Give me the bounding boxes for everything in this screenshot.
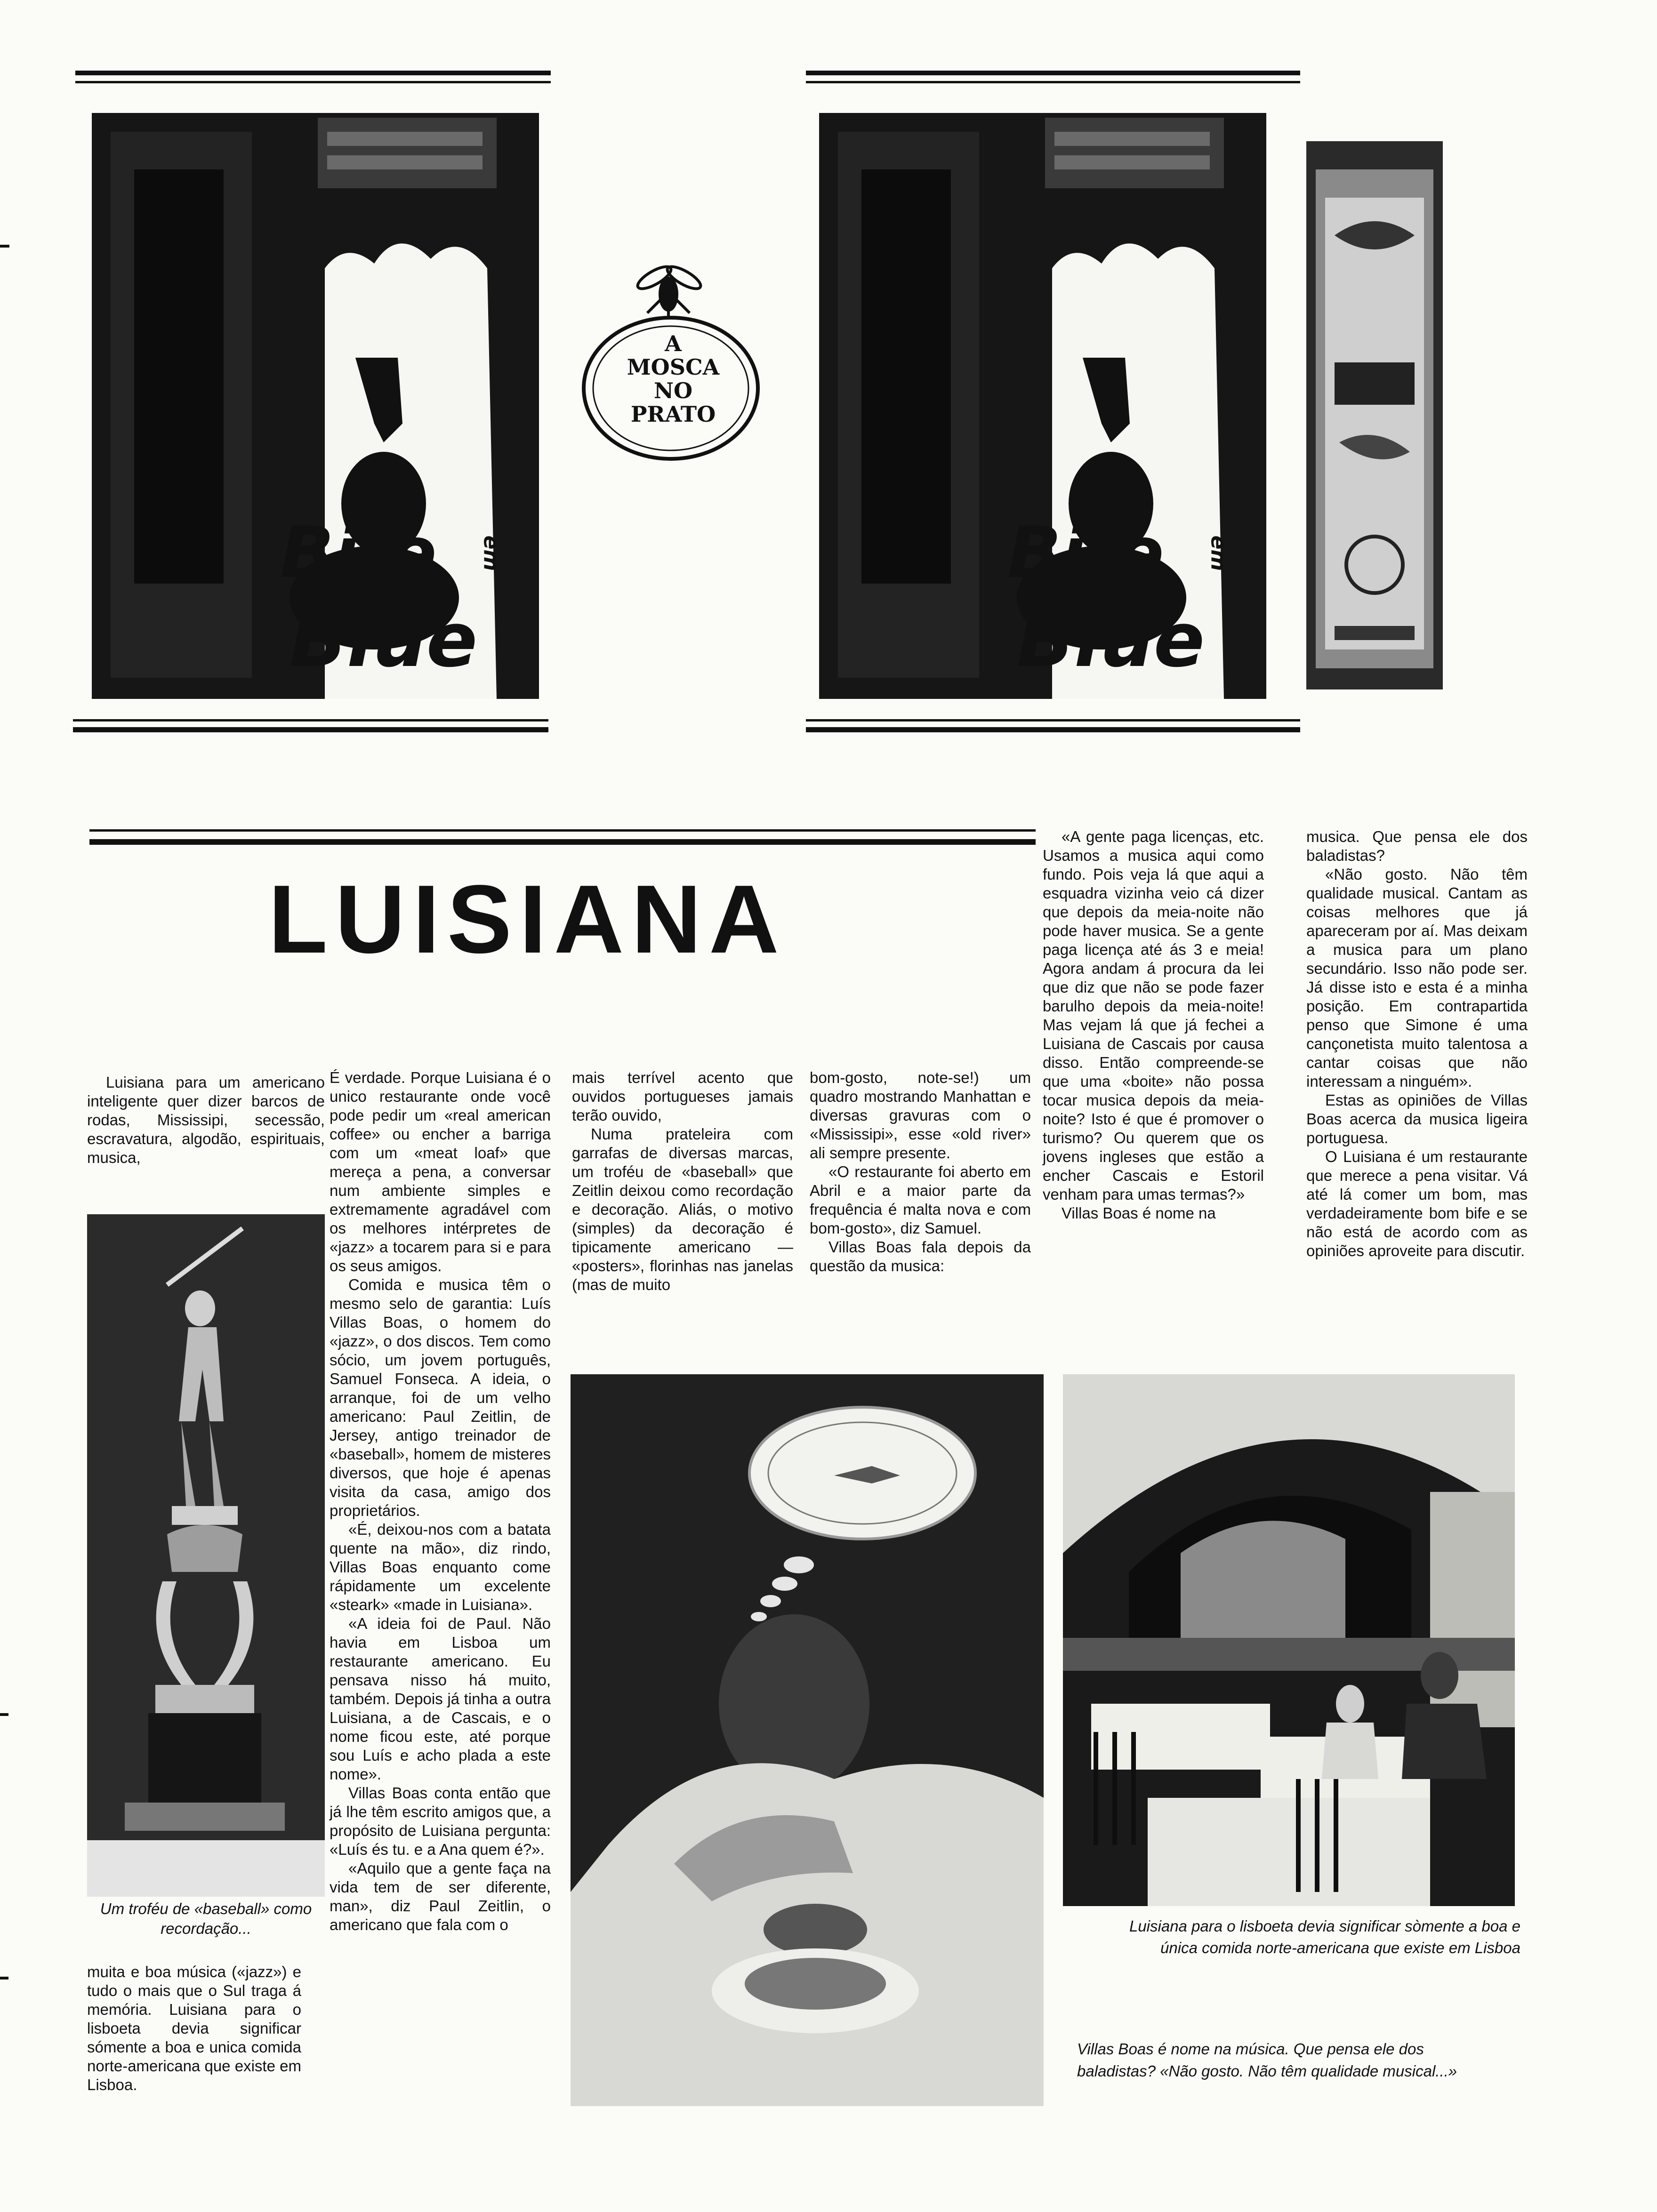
column-6-p1: musica. Que pensa ele dos baladistas? (1306, 828, 1528, 864)
logo-line-3: NO (653, 378, 693, 403)
column-4-p1: bom-gosto, note-se!) um quadro mostrando Manhattan e diversas gravuras com o «Mississipi», esse «old river» ali sempre presente. (810, 1069, 1031, 1162)
sign-em-text: em (479, 535, 503, 571)
villas-boas-caption: Villas Boas é nome na música. Que pensa ele dos baladistas? «Não gosto. Não têm qualidade musical...» (1077, 2040, 1457, 2080)
margin-mark-2 (0, 1713, 8, 1716)
column-4-p2: «O restaurante foi aberto em Abril e a maior parte da frequência é malta nova e com bom-gosto», diz Samuel. (810, 1163, 1031, 1237)
poster-photo (1306, 141, 1443, 689)
column-3-p2: Numa prateleira com garrafas de diversas marcas, um troféu de «baseball» que Zeitlin deixou como recordação e decoração. Aliás, o motivo (simples) da decoração é tipicamente americano — «posters», florinhas nas janelas (mas de muito (572, 1125, 793, 1293)
column-1-continuation-paragraph: muita e boa música («jazz») e tudo o mais que o Sul traga á memória. Luisiana para o lisboeta devia significar sómente a boa e unica comida norte-americana que existe em Lisboa. (87, 1963, 301, 2093)
column-2 (330, 1068, 551, 1934)
top-rule-left-thin (75, 81, 551, 83)
margin-mark-3 (0, 1977, 8, 1980)
column-5-p1: «A gente paga licenças, etc. Usamos a musica aqui como fundo. Pois veja lá que aqui a esquadra vizinha veio cá dizer que depois da meia-noite não pode haver musica. Se a gente paga licença até ás 3 e meia! Agora andam á procura da lei que diz que não se pode fazer barulho depois da meia-noite! Mas vejam lá que já fechei a Luisiana de Cascais por causa disso. Então compreende-se que uma «boite» não possa tocar musica depois da meia-noite? Isto é que é promover o turismo? Ou querem que os jovens ingleses que estão a encher Cascais e Estoril venham para umas termas?» (1043, 828, 1264, 1203)
column-3 (572, 1068, 793, 1294)
column-5-p2: Villas Boas é nome na (1062, 1204, 1216, 1222)
column-2-p2: Comida e musica têm o mesmo selo de garantia: Luís Villas Boas, o homem do «jazz», o dos discos. Tem como sócio, um jovem português, Samuel Fonseca. A ideia, o arranque, foi de um velho americano: Paul Zeitlin, de Jersey, antigo treinador de «baseball», homem de misteres diversos, que hoje é apenas visita da casa, amigo dos proprietários. (330, 1276, 551, 1519)
margin-mark-1 (0, 245, 9, 248)
sign-bife-text: Bife (280, 512, 437, 594)
column-2-p1: É verdade. Porque Luisiana é o unico restaurante onde você pode pedir um «real american coffee» ou encher a barriga com um «meat loaf» que mereça a pena, a conversar num ambiente simples e extremamente agradável com os melhores intérpretes de «jazz» a tocarem para si e para os seus amigos. (330, 1069, 551, 1274)
sign-photo-left (92, 113, 539, 699)
logo-line-4: PRATO (630, 401, 716, 427)
villas-boas-photo (571, 1374, 1044, 2106)
logo-line-1: A (665, 331, 682, 356)
column-2-p5: Villas Boas conta então que já lhe têm escrito amigos que, a propósito de Luisiana pergunta: «Luís és tu. e a Ana quem é?». (330, 1784, 551, 1858)
column-4 (810, 1068, 1031, 1275)
photo-rule-left (73, 719, 548, 721)
top-rule-right (806, 71, 1300, 75)
villas-boas-photo-art (571, 1374, 1044, 2106)
sign-photo-right (819, 113, 1266, 699)
sign-bife-text: Bife (1007, 512, 1164, 594)
photo-rule-right (806, 719, 1300, 721)
trophy-caption: Um troféu de «baseball» como recordação... (100, 1900, 312, 1937)
top-rule-left (75, 71, 551, 75)
photo-rule-left-thick (73, 727, 548, 732)
sign-blue-text: Blue (1017, 596, 1205, 684)
trophy-photo (87, 1214, 325, 1897)
column-2-p3: «É, deixou-nos com a batata quente na mão», diz rindo, Villas Boas enquanto come rápidamente um excelente «steark» «made in Luisiana». (330, 1521, 551, 1613)
dining-room-caption: Luisiana para o lisboeta devia significar sòmente a boa e única comida norte-americana que existe em Lisboa (1129, 1917, 1520, 1956)
headline-rule-thin (89, 829, 1036, 832)
trophy-photo-art (87, 1214, 325, 1897)
dining-room-photo (1063, 1374, 1515, 1906)
column-6 (1306, 827, 1528, 1260)
mosca-logo (572, 238, 770, 464)
sign-blue-text: Blue (290, 596, 478, 684)
column-1-intro (87, 1073, 325, 1167)
column-2-p6: «Aquilo que a gente faça na vida tem de ser diferente, man», diz Paul Zeitlin, o americano que fala com o (330, 1859, 551, 1933)
top-rule-right-thin (806, 81, 1300, 83)
column-6-p2: «Não gosto. Não têm qualidade musical. Cantam as coisas melhores que já apareceram por aí. Mas deixam a musica para um plano secundário. Isso não pode ser. Já disse isto e esta é a minha posição. Em contrapartida penso que Simone é uma cançonetista muito talentosa a cantar coisas que não interessam a ninguém». (1306, 866, 1528, 1090)
logo-line-2: MOSCA (627, 354, 720, 380)
column-1-continuation (87, 1963, 301, 2094)
column-1-intro-paragraph: Luisiana para um americano inteligente quer dizer barcos de rodas, Mississipi, secessão, escravatura, algodão, espirituais, musica, (87, 1074, 325, 1166)
column-3-p1: mais terrível acento que ouvidos portugueses jamais terão ouvido, (572, 1069, 793, 1124)
dining-room-photo-art (1063, 1374, 1515, 1906)
headline: LUISIANA (268, 865, 787, 973)
sign-em-text: em (1206, 535, 1231, 571)
column-6-p4: O Luisiana é um restaurante que merece a pena visitar. Vá até lá comer um bom, mas verdadeiramente bom bife e se não está de acordo com as opiniões aproveite para discutir. (1306, 1148, 1528, 1259)
column-6-p3: Estas as opiniões de Villas Boas acerca da musica ligeira portuguesa. (1306, 1091, 1528, 1146)
column-5 (1043, 827, 1264, 1223)
column-2-p4: «A ideia foi de Paul. Não havia em Lisboa um restaurante americano. Eu pensava nisso há muito, também. Depois já tinha a outra Luisiana, a de Cascais, e o nome ficou este, até porque sou Luís e acho plada a este nome». (330, 1615, 551, 1783)
headline-rule-thick (89, 839, 1036, 845)
photo-rule-right-thick (806, 727, 1300, 732)
poster-photo-art (1306, 141, 1443, 689)
column-4-p3: Villas Boas fala depois da questão da musica: (810, 1238, 1031, 1274)
